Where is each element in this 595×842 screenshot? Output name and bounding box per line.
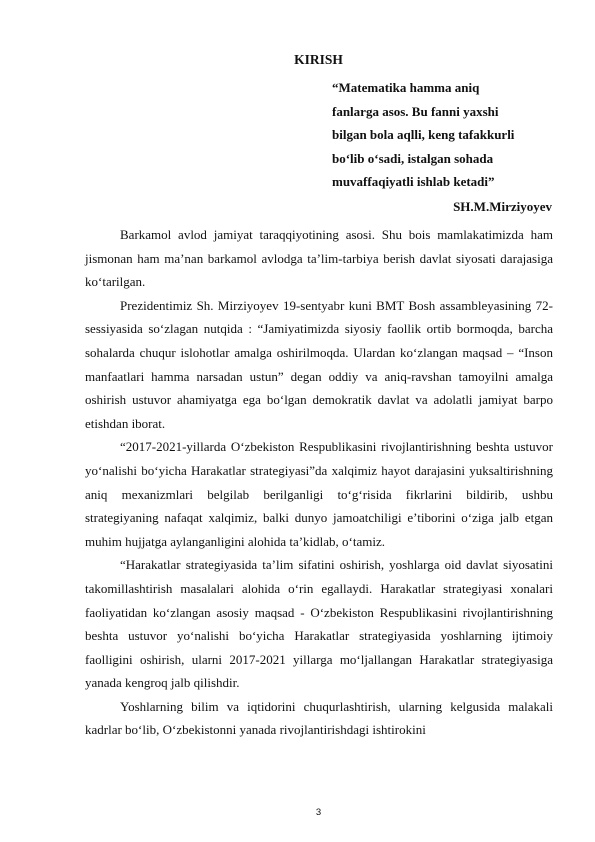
paragraph: Yoshlarning bilim va iqtidorini chuqurlashtirish, ularning kelgusida malakali kadrlar bo‘lib, O‘zbekistonni yanada rivojlantirishdagi ishtirokini: [85, 698, 553, 738]
epigraph-line: bo‘lib o‘sadi, istalgan sohada: [332, 150, 494, 166]
epigraph-line: bilgan bola aqlli, keng tafakkurli: [332, 127, 515, 142]
epigraph-line: muvaffaqiyatli ishlab ketadi”: [332, 174, 495, 189]
paragraph: “2017-2021-yillarda O‘zbekiston Respublikasini rivojlantirishning beshta ustuvor yo‘nalishi bo‘yicha Harakatlar strategiyasi”da xalqimiz hayot darajasini yuksaltirishning aniq mexanizmlari belgilab berilganligi to‘g‘risida fikrlarini bildirib, ushbu strategiyaning nafaqat xalqimiz, balki dunyo jamoatchiligi e’tiborini o‘ziga jalb etgan muhim hujjatga aylanganligini alohida ta’kidlab, o‘tamiz.: [85, 439, 553, 549]
epigraph-line: “Matematika hamma aniq: [332, 80, 480, 95]
epigraph-author: SH.M.Mirziyoyev: [453, 199, 552, 214]
paragraph: Prezidentimiz Sh. Mirziyoyev 19-sentyabr kuni BMT Bosh assambleyasining 72-sessiyasida so‘zlagan nutqida : “Jamiyatimizda siyosiy faollik ortib bormoqda, barcha sohalarda chuqur islohotlar amalga oshirilmoqda. Ulardan ko‘zlangan maqsad – “Inson manfaatlari hamma narsadan ustun” degan oddiy va aniq-ravshan tamoyilni amalga oshirish ustuvor ahamiyatga ega bo‘lgan demokratik davlat va adolatli jamiyat barpo etishdan iborat.: [85, 297, 553, 431]
section-title: KIRISH: [294, 52, 343, 67]
epigraph-quote: [332, 76, 562, 194]
epigraph-line: fanlarga asos. Bu fanni yaxshi: [332, 103, 499, 119]
page-number: 3: [315, 807, 322, 818]
paragraph: “Harakatlar strategiyasida ta’lim sifatini oshirish, yoshlarga oid davlat siyosatini takomillashtirish masalalari alohida o‘rin egallaydi. Harakatlar strategiyasi xonalari faoliyatidan ko‘zlangan asosiy maqsad - O‘zbekiston Respublikasini rivojlantirishning beshta ustuvor yo‘nalishi bo‘yicha Harakatlar strategiyasida yoshlarning ijtimoiy faolligini oshirish, ularni 2017-2021 yillarga mo‘ljallangan Harakatlar strategiyasiga yanada kengroq jalb qilishdir.: [85, 557, 553, 691]
paragraph: Barkamol avlod jamiyat taraqqiyotining asosi. Shu bois mamlakatimizda ham jismonan ham ma’nan barkamol avlodga ta’lim-tarbiya berish davlat siyosati darajasiga ko‘tarilgan.: [85, 227, 553, 290]
body-text: [85, 223, 553, 742]
